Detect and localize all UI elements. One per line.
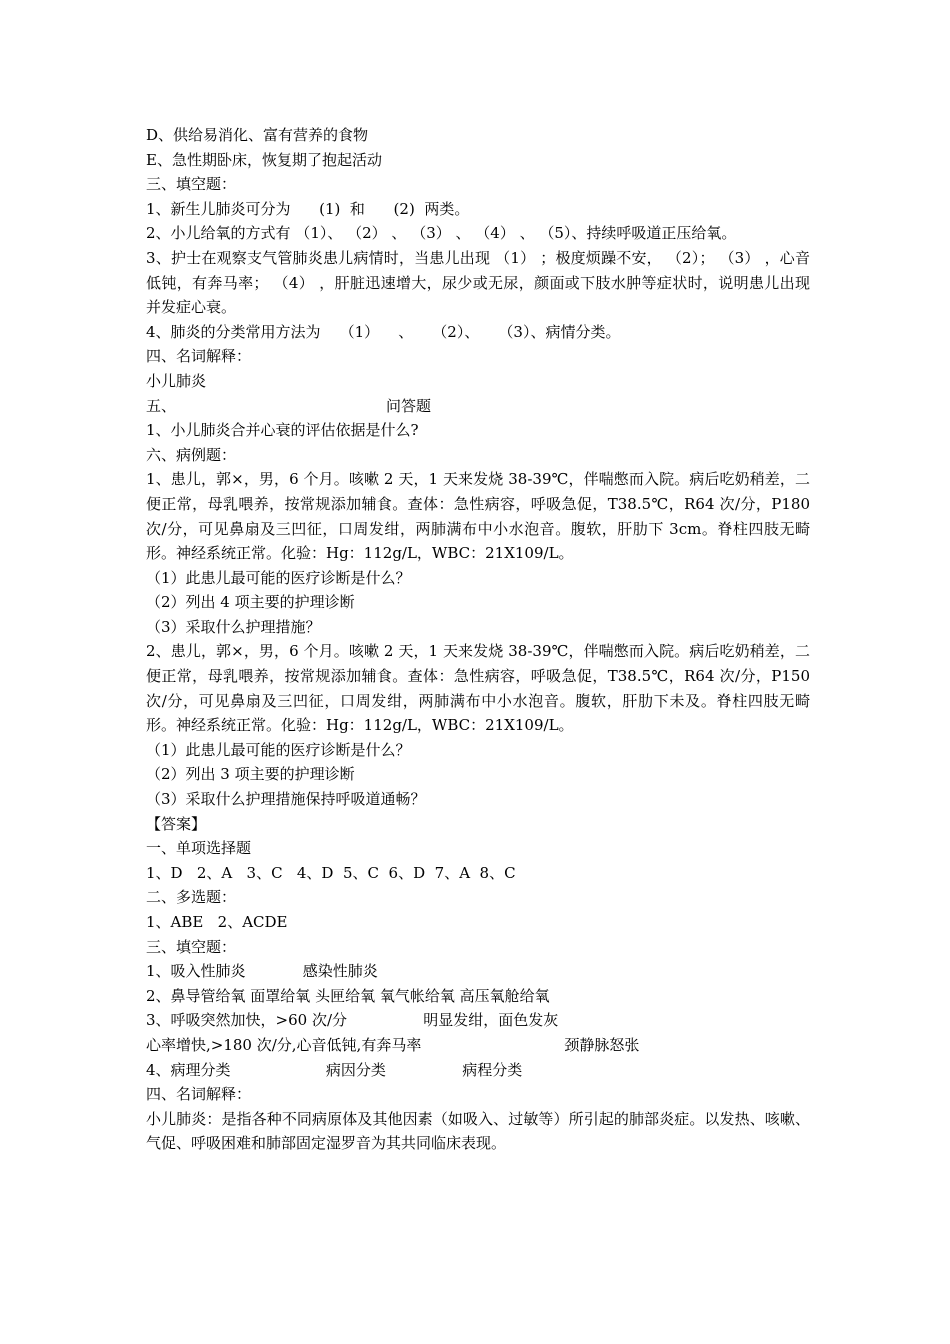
section-qa-title: 问答题 [386, 396, 432, 415]
answer-fill-blank-1: 1、吸入性肺炎 感染性肺炎 [146, 962, 378, 981]
case-1-question-2: （2）列出 4 项主要的护理诊断 [146, 593, 355, 612]
answer-fill-blank-4: 4、病理分类 病因分类 病程分类 [146, 1060, 523, 1079]
answer-fill-blank-heading: 三、填空题： [146, 937, 237, 956]
option-d: D、供给易消化、富有营养的食物 [146, 126, 369, 144]
case-2-text: 2、患儿，郭×，男，6 个月。咳嗽 2 天，1 天来发烧 38-39℃，伴喘憋而入院。病后吃奶稍差，二便正常，母乳喂养，按常规添加辅食。查体：急性病容，呼吸急促，T38.5℃，R64 次/分，P150 次/分，可见鼻扇及三凹征，口周发绀，两肺满布中小水泡音。腹软，肝肋下未及。脊柱四肢无畸形。神经系统正常。化验：Hg：112g/L，WBC：21X109/L。 [146, 642, 810, 735]
case-1-question-1: （1）此患儿最可能的医疗诊断是什么？ [146, 568, 411, 587]
document-body [146, 123, 810, 1156]
fill-blank-question-4: 4、肺炎的分类常用方法为 （1） 、 （2）、 （3）、病情分类。 [146, 322, 621, 341]
option-e: E、急性期卧床，恢复期了抱起活动 [146, 150, 382, 169]
case-1-question-3: （3）采取什么护理措施？ [146, 617, 321, 636]
case-2-question-1: （1）此患儿最可能的医疗诊断是什么？ [146, 740, 411, 759]
section-case-heading: 六、病例题： [146, 445, 237, 464]
section-qa-number: 五、 [146, 396, 177, 415]
answer-fill-blank-3b: 心率增快,>180 次/分,心音低钝,有奔马率 颈静脉怒张 [146, 1035, 640, 1054]
fill-blank-question-3: 3、护士在观察支气管肺炎患儿病情时，当患儿出现 （1） ；极度烦躁不安， （2）； （3） ，心音低钝，有奔马率； （4） ，肝脏迅速增大，尿少或无尿，颜面或下肢水肿等症状时，说明患儿出现并发症心衰。 [146, 248, 810, 317]
answer-fill-blank-3a: 3、呼吸突然加快，>60 次/分 明显发绀，面色发灰 [146, 1011, 559, 1030]
fill-blank-question-1: 1、新生儿肺炎可分为 (1) 和 (2) 两类。 [146, 199, 470, 218]
answer-term-definition: 小儿肺炎：是指各种不同病原体及其他因素（如吸入、过敏等）所引起的肺部炎症。以发热、咳嗽、气促、呼吸困难和肺部固定湿罗音为其共同临床表现。 [146, 1109, 810, 1153]
fill-blank-question-2: 2、小儿给氧的方式有 （1）、 （2） 、 （3） 、 （4） 、 （5）、持续呼吸道正压给氧。 [146, 224, 737, 243]
answer-multi-choice-values: 1、ABE 2、ACDE [146, 913, 288, 931]
case-2-question-3: （3）采取什么护理措施保持呼吸道通畅？ [146, 790, 426, 809]
qa-question-1: 1、小儿肺炎合并心衰的评估依据是什么? [146, 421, 419, 440]
case-1-text: 1、患儿，郭×，男，6 个月。咳嗽 2 天，1 天来发烧 38-39℃，伴喘憋而入院。病后吃奶稍差，二便正常，母乳喂养，按常规添加辅食。查体：急性病容，呼吸急促，T38.5℃，R64 次/分，P180 次/分，可见鼻扇及三凹征，口周发绀，两肺满布中小水泡音。腹软，肝肋下 3cm。脊柱四肢无畸形。神经系统正常。化验：Hg：112g/L，WBC：21X109/L。 [146, 470, 810, 563]
answer-single-choice-values: 1、D 2、A 3、C 4、D 5、C 6、D 7、A 8、C [146, 863, 516, 882]
section-qa-heading [146, 394, 810, 419]
answer-term-heading: 四、名词解释： [146, 1085, 252, 1104]
answer-multi-choice-heading: 二、多选题： [146, 888, 237, 907]
answer-fill-blank-2: 2、鼻导管给氧 面罩给氧 头匣给氧 氧气帐给氧 高压氧舱给氧 [146, 986, 550, 1005]
section-fill-blank-heading: 三、填空题： [146, 175, 237, 194]
answer-heading: 【答案】 [146, 814, 207, 833]
term-item: 小儿肺炎 [146, 371, 207, 390]
answer-single-choice-heading: 一、单项选择题 [146, 839, 252, 858]
section-term-heading: 四、名词解释： [146, 347, 252, 366]
case-2-question-2: （2）列出 3 项主要的护理诊断 [146, 765, 355, 784]
